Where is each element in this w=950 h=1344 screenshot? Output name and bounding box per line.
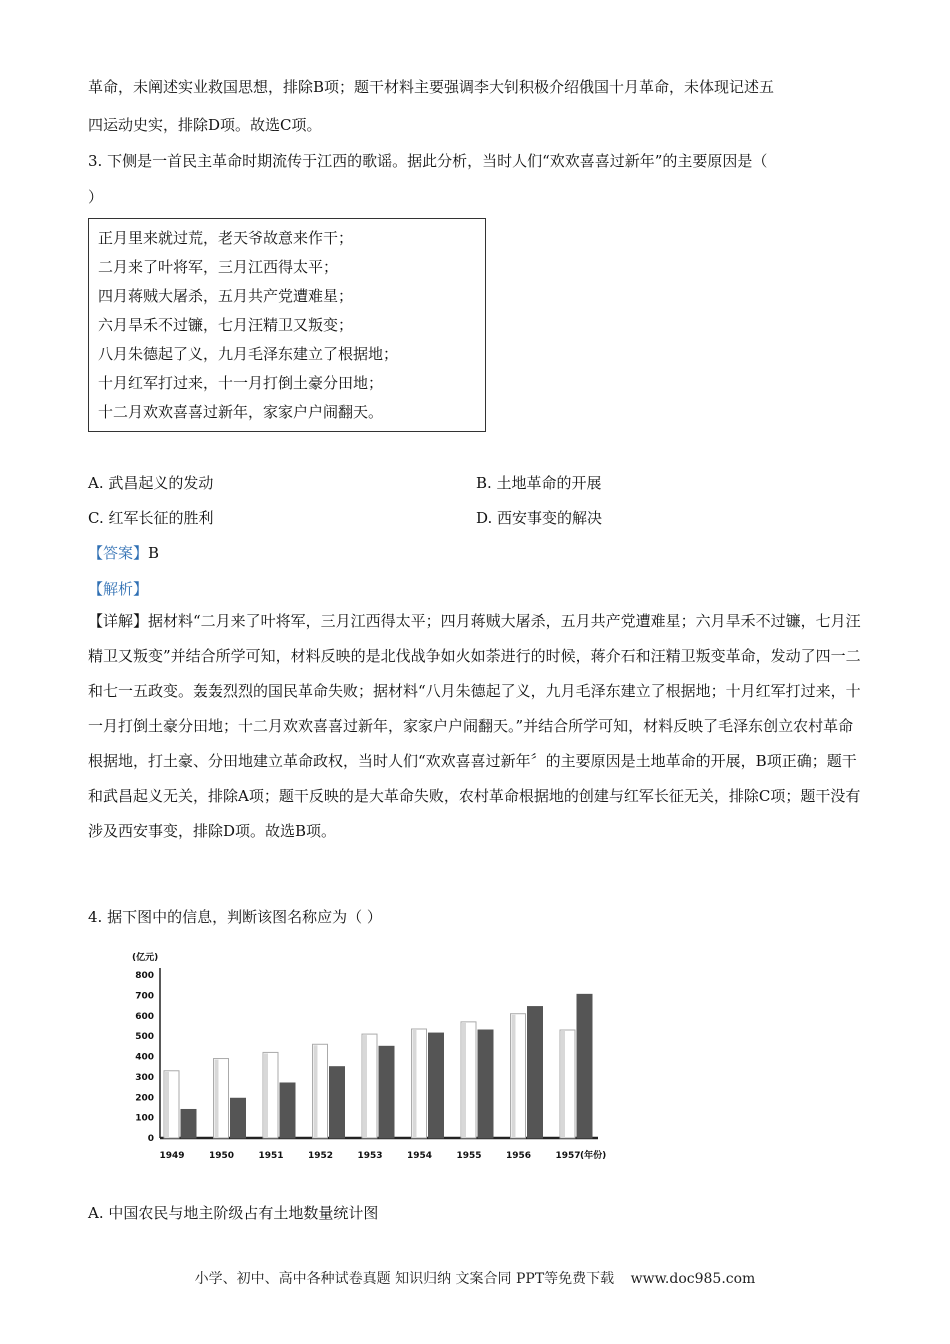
x-tick-label: 1949 [159, 1151, 185, 1161]
bar-dark-1949 [181, 1109, 196, 1138]
footer-text: 小学、初中、高中各种试卷真题 知识归纳 文案合同 PPT等免费下载 [194, 1271, 615, 1287]
bar-dark-1954 [429, 1033, 444, 1138]
q4-bar-chart [118, 940, 618, 1170]
poem-line: 四月蒋贼大屠杀，五月共产党遭难星； [98, 287, 354, 305]
x-tick-label: 1957 [555, 1151, 581, 1161]
q3-poem-box [88, 218, 486, 432]
y-tick-label: 200 [135, 1093, 154, 1104]
poem-line: 二月来了叶将军，三月江西得太平； [98, 258, 339, 276]
y-axis-label: (亿元) [132, 953, 159, 963]
bar-shade-1950 [215, 1060, 219, 1138]
x-tick-label: 1953 [357, 1151, 383, 1161]
y-tick-label: 0 [147, 1134, 154, 1144]
bar-shade-1955 [462, 1023, 466, 1138]
prev-answer-line-2: 四运动史实，排除D项。故选C项。 [88, 116, 322, 134]
y-tick-label: 300 [135, 1072, 154, 1083]
poem-line: 十二月欢欢喜喜过新年，家家户户闹翻天。 [98, 403, 384, 421]
x-tick-label: 1954 [406, 1151, 433, 1161]
q4-stem: 4. 据下图中的信息，判断该图名称应为（ ） [88, 908, 382, 926]
y-tick-label: 500 [135, 1032, 154, 1043]
poem-line: 六月旱禾不过镰，七月汪精卫又叛变； [98, 316, 354, 334]
x-tick-label: 1951 [258, 1151, 284, 1161]
bar-shade-1952 [314, 1045, 318, 1138]
bar-shade-1949 [165, 1072, 169, 1138]
bar-dark-1955 [478, 1030, 493, 1138]
q3-stem-bracket: ） [88, 188, 104, 206]
bar-dark-1953 [379, 1046, 394, 1138]
bar-dark-1951 [280, 1083, 295, 1138]
x-axis-label: (年份) [580, 1151, 607, 1161]
bar-dark-1956 [528, 1007, 543, 1138]
answer-tag: 【答案】 [88, 544, 149, 562]
poem-line: 八月朱德起了义，九月毛泽东建立了根据地； [98, 345, 399, 363]
bar-shade-1954 [413, 1030, 417, 1138]
x-tick-label: 1956 [505, 1151, 532, 1161]
q3-option-d: D. 西安事变的解决 [476, 509, 603, 527]
x-tick-label: 1952 [307, 1151, 334, 1161]
q3-stem: 3. 下侧是一首民主革命时期流传于江西的歌谣。据此分析，当时人们“欢欢喜喜过新年”的主要原因是（ [88, 152, 768, 170]
poem-line: 正月里来就过荒，老天爷故意来作干； [98, 229, 354, 247]
x-tick-label: 1950 [208, 1151, 235, 1161]
y-tick-label: 600 [135, 1011, 154, 1022]
bar-shade-1953 [363, 1035, 367, 1138]
q4-option-a: A. 中国农民与地主阶级占有土地数量统计图 [88, 1204, 379, 1222]
bar-dark-1957 [577, 994, 592, 1138]
footer-url: www.doc985.com [630, 1271, 756, 1287]
q3-option-b: B. 土地革命的开展 [476, 474, 602, 492]
y-tick-label: 400 [135, 1052, 154, 1063]
bar-shade-1951 [264, 1053, 268, 1138]
y-tick-label: 800 [135, 971, 154, 981]
q3-detail: 【详解】据材料“二月来了叶将军，三月江西得太平；四月蒋贼大屠杀，五月共产党遭难星；六月旱禾不过镰，七月汪精卫又叛变”并结合所学可知，材料反映的是北伐战争如火如荼进行的时候，蒋介石和汪精卫叛变革命，发动了四一二和七一五政变。轰轰烈烈的国民革命失败；据材料“八月朱德起了义，九月毛泽东建立了根据地；十月红军打过来，十一月打倒土豪分田地；十二月欢欢喜喜过新年，家家户户闹翻天。”并结合所学可知，材料反映了毛泽东创立农村革命根据地，打土豪、分田地建立革命政权，当时人们“欢欢喜喜过新年〞的主要原因是土地革命的开展，B项正确；题干和武昌起义无关，排除A项；题干反映的是大革命失败，农村革命根据地的创建与红军长征无关，排除C项；题干没有涉及西安事变，排除D项。故选B项。 [88, 612, 861, 840]
x-tick-label: 1955 [456, 1151, 482, 1161]
y-tick-label: 100 [135, 1113, 154, 1124]
bar-dark-1952 [330, 1067, 345, 1138]
prev-answer-line-1: 革命，未阐述实业救国思想，排除B项；题干材料主要强调李大钊积极介绍俄国十月革命，未体现记述五 [88, 78, 775, 96]
analysis-tag: 【解析】 [88, 580, 149, 598]
q3-option-a: A. 武昌起义的发动 [88, 474, 214, 492]
q3-option-c: C. 红军长征的胜利 [88, 509, 214, 527]
bar-shade-1957 [561, 1031, 565, 1138]
answer-value: B [148, 544, 160, 562]
poem-line: 十月红军打过来，十一月打倒土豪分田地； [98, 374, 384, 392]
q3-answer [88, 542, 159, 563]
page-footer [0, 1268, 950, 1288]
y-tick-label: 700 [135, 991, 154, 1002]
bar-shade-1956 [512, 1015, 516, 1138]
bar-dark-1950 [231, 1098, 246, 1138]
